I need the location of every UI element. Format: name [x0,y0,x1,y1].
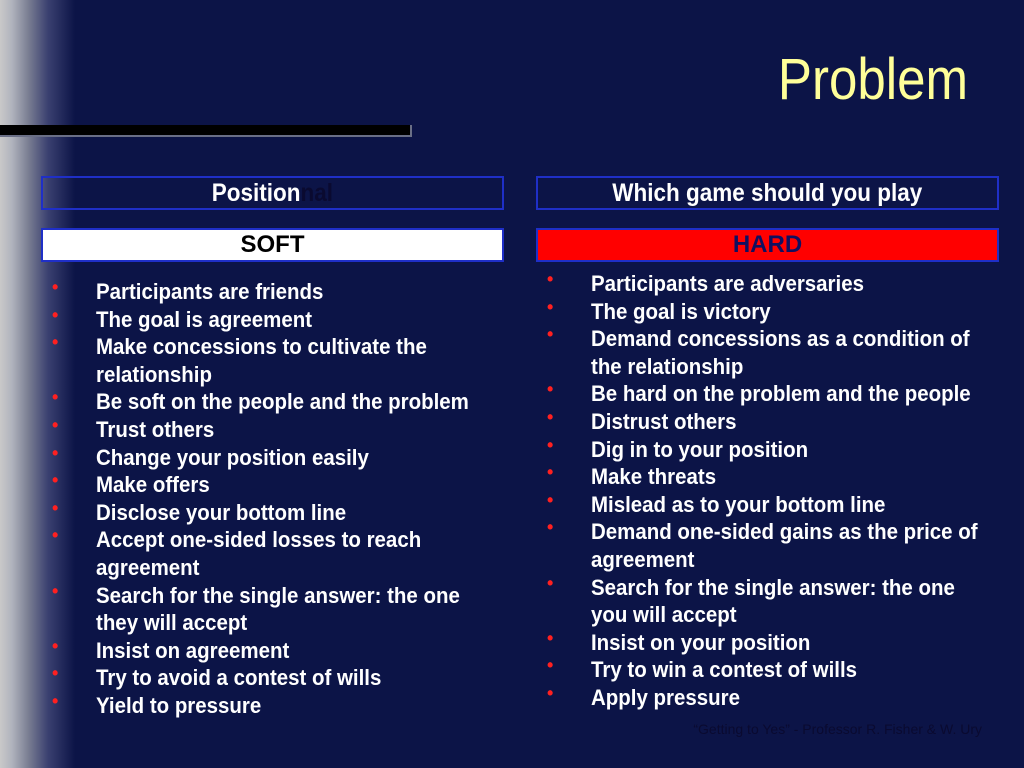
bullet-icon: • [52,635,59,656]
hard-item-text: Mislead as to your bottom line [591,491,886,517]
soft-item-text: Yield to pressure [96,692,262,718]
soft-item-text: Search for the single answer: the one they will accept [96,582,460,636]
bullet-icon: • [52,414,59,435]
hard-list-item [547,298,997,326]
hard-list-item [547,684,997,712]
soft-list-item [52,306,492,334]
title-divider [0,125,412,137]
soft-item-text: Try to avoid a contest of wills [96,665,382,691]
soft-list-item [52,692,492,720]
bullet-icon: • [547,296,554,317]
bullet-icon: • [547,324,554,345]
hard-item-text: Be hard on the problem and the people [591,381,971,407]
hard-item-text: Apply pressure [591,684,740,710]
soft-list-item [52,416,492,444]
hard-list-item [547,270,997,298]
soft-list-item [52,278,492,306]
hard-list-item [547,574,997,629]
hard-list-item [547,518,997,573]
bullet-icon: • [52,304,59,325]
left-header-main: Position [211,179,301,207]
hard-bullet-list [547,270,997,712]
right-header-text: Which game should you play [612,179,923,207]
hard-item-text: Participants are adversaries [591,271,864,296]
hard-item-text: The goal is victory [591,298,771,324]
soft-item-text: The goal is agreement [96,306,313,332]
bullet-icon: • [52,277,59,297]
bullet-icon: • [52,470,59,491]
bullet-icon: • [547,489,554,510]
hard-list-item [547,325,997,380]
hard-list-item [547,380,997,408]
soft-item-text: Be soft on the people and the problem [96,389,469,415]
soft-label: SOFT [240,231,305,258]
bullet-icon: • [52,332,59,353]
citation-text: “Getting to Yes” - Professor R. Fisher & W. Ury [693,721,982,737]
hard-list-item [547,629,997,657]
hard-item-text: Search for the single answer: the one you will accept [591,574,955,628]
soft-list-item [52,637,492,665]
bullet-icon: • [547,517,554,538]
soft-bullet-list [52,278,492,720]
hard-item-text: Distrust others [591,408,737,434]
bullet-icon: • [547,572,554,593]
hard-list-item [547,463,997,491]
soft-label-box [41,228,504,262]
bullet-icon: • [547,462,554,483]
hard-item-text: Dig in to your position [591,436,809,462]
soft-list-item [52,499,492,527]
hard-label: HARD [732,231,803,258]
soft-item-text: Make offers [96,472,210,498]
slide-title: Problem [777,47,968,112]
bullet-icon: • [52,497,59,518]
soft-item-text: Accept one-sided losses to reach agreement [96,527,422,580]
soft-list-item [52,444,492,472]
soft-list-item [52,471,492,499]
bullet-icon: • [52,580,59,601]
soft-item-text: Make concessions to cultivate the relationship [96,334,427,387]
soft-item-text: Change your position easily [96,444,369,470]
hard-list-item [547,491,997,519]
hard-item-text: Insist on your position [591,629,811,655]
bullet-icon: • [547,379,554,400]
bullet-icon: • [547,434,554,455]
soft-item-text: Participants are friends [96,279,324,304]
left-header-box [41,176,504,210]
left-header-faded: nal [300,179,334,207]
hard-item-text: Try to win a contest of wills [591,657,858,683]
bullet-icon: • [52,663,59,684]
bullet-icon: • [52,690,59,711]
bullet-icon: • [547,269,554,289]
soft-item-text: Trust others [96,416,215,442]
hard-label-box [536,228,999,262]
hard-item-text: Demand concessions as a condition of the relationship [591,326,970,379]
left-header-text [212,178,333,208]
hard-list-item [547,656,997,684]
soft-item-text: Insist on agreement [96,637,290,663]
bullet-icon: • [547,655,554,676]
soft-item-text: Disclose your bottom line [96,499,347,525]
bullet-icon: • [547,682,554,703]
soft-list-item [52,333,492,388]
hard-item-text: Make threats [591,464,717,490]
hard-list-item [547,436,997,464]
bullet-icon: • [52,525,59,546]
soft-list-item [52,664,492,692]
hard-item-text: Demand one-sided gains as the price of agreement [591,519,978,572]
bullet-icon: • [52,442,59,463]
soft-list-item [52,388,492,416]
bullet-icon: • [547,627,554,648]
bullet-icon: • [52,387,59,408]
hard-list-item [547,408,997,436]
bullet-icon: • [547,406,554,427]
right-header-box [536,176,999,210]
soft-list-item [52,526,492,581]
soft-list-item [52,582,492,637]
